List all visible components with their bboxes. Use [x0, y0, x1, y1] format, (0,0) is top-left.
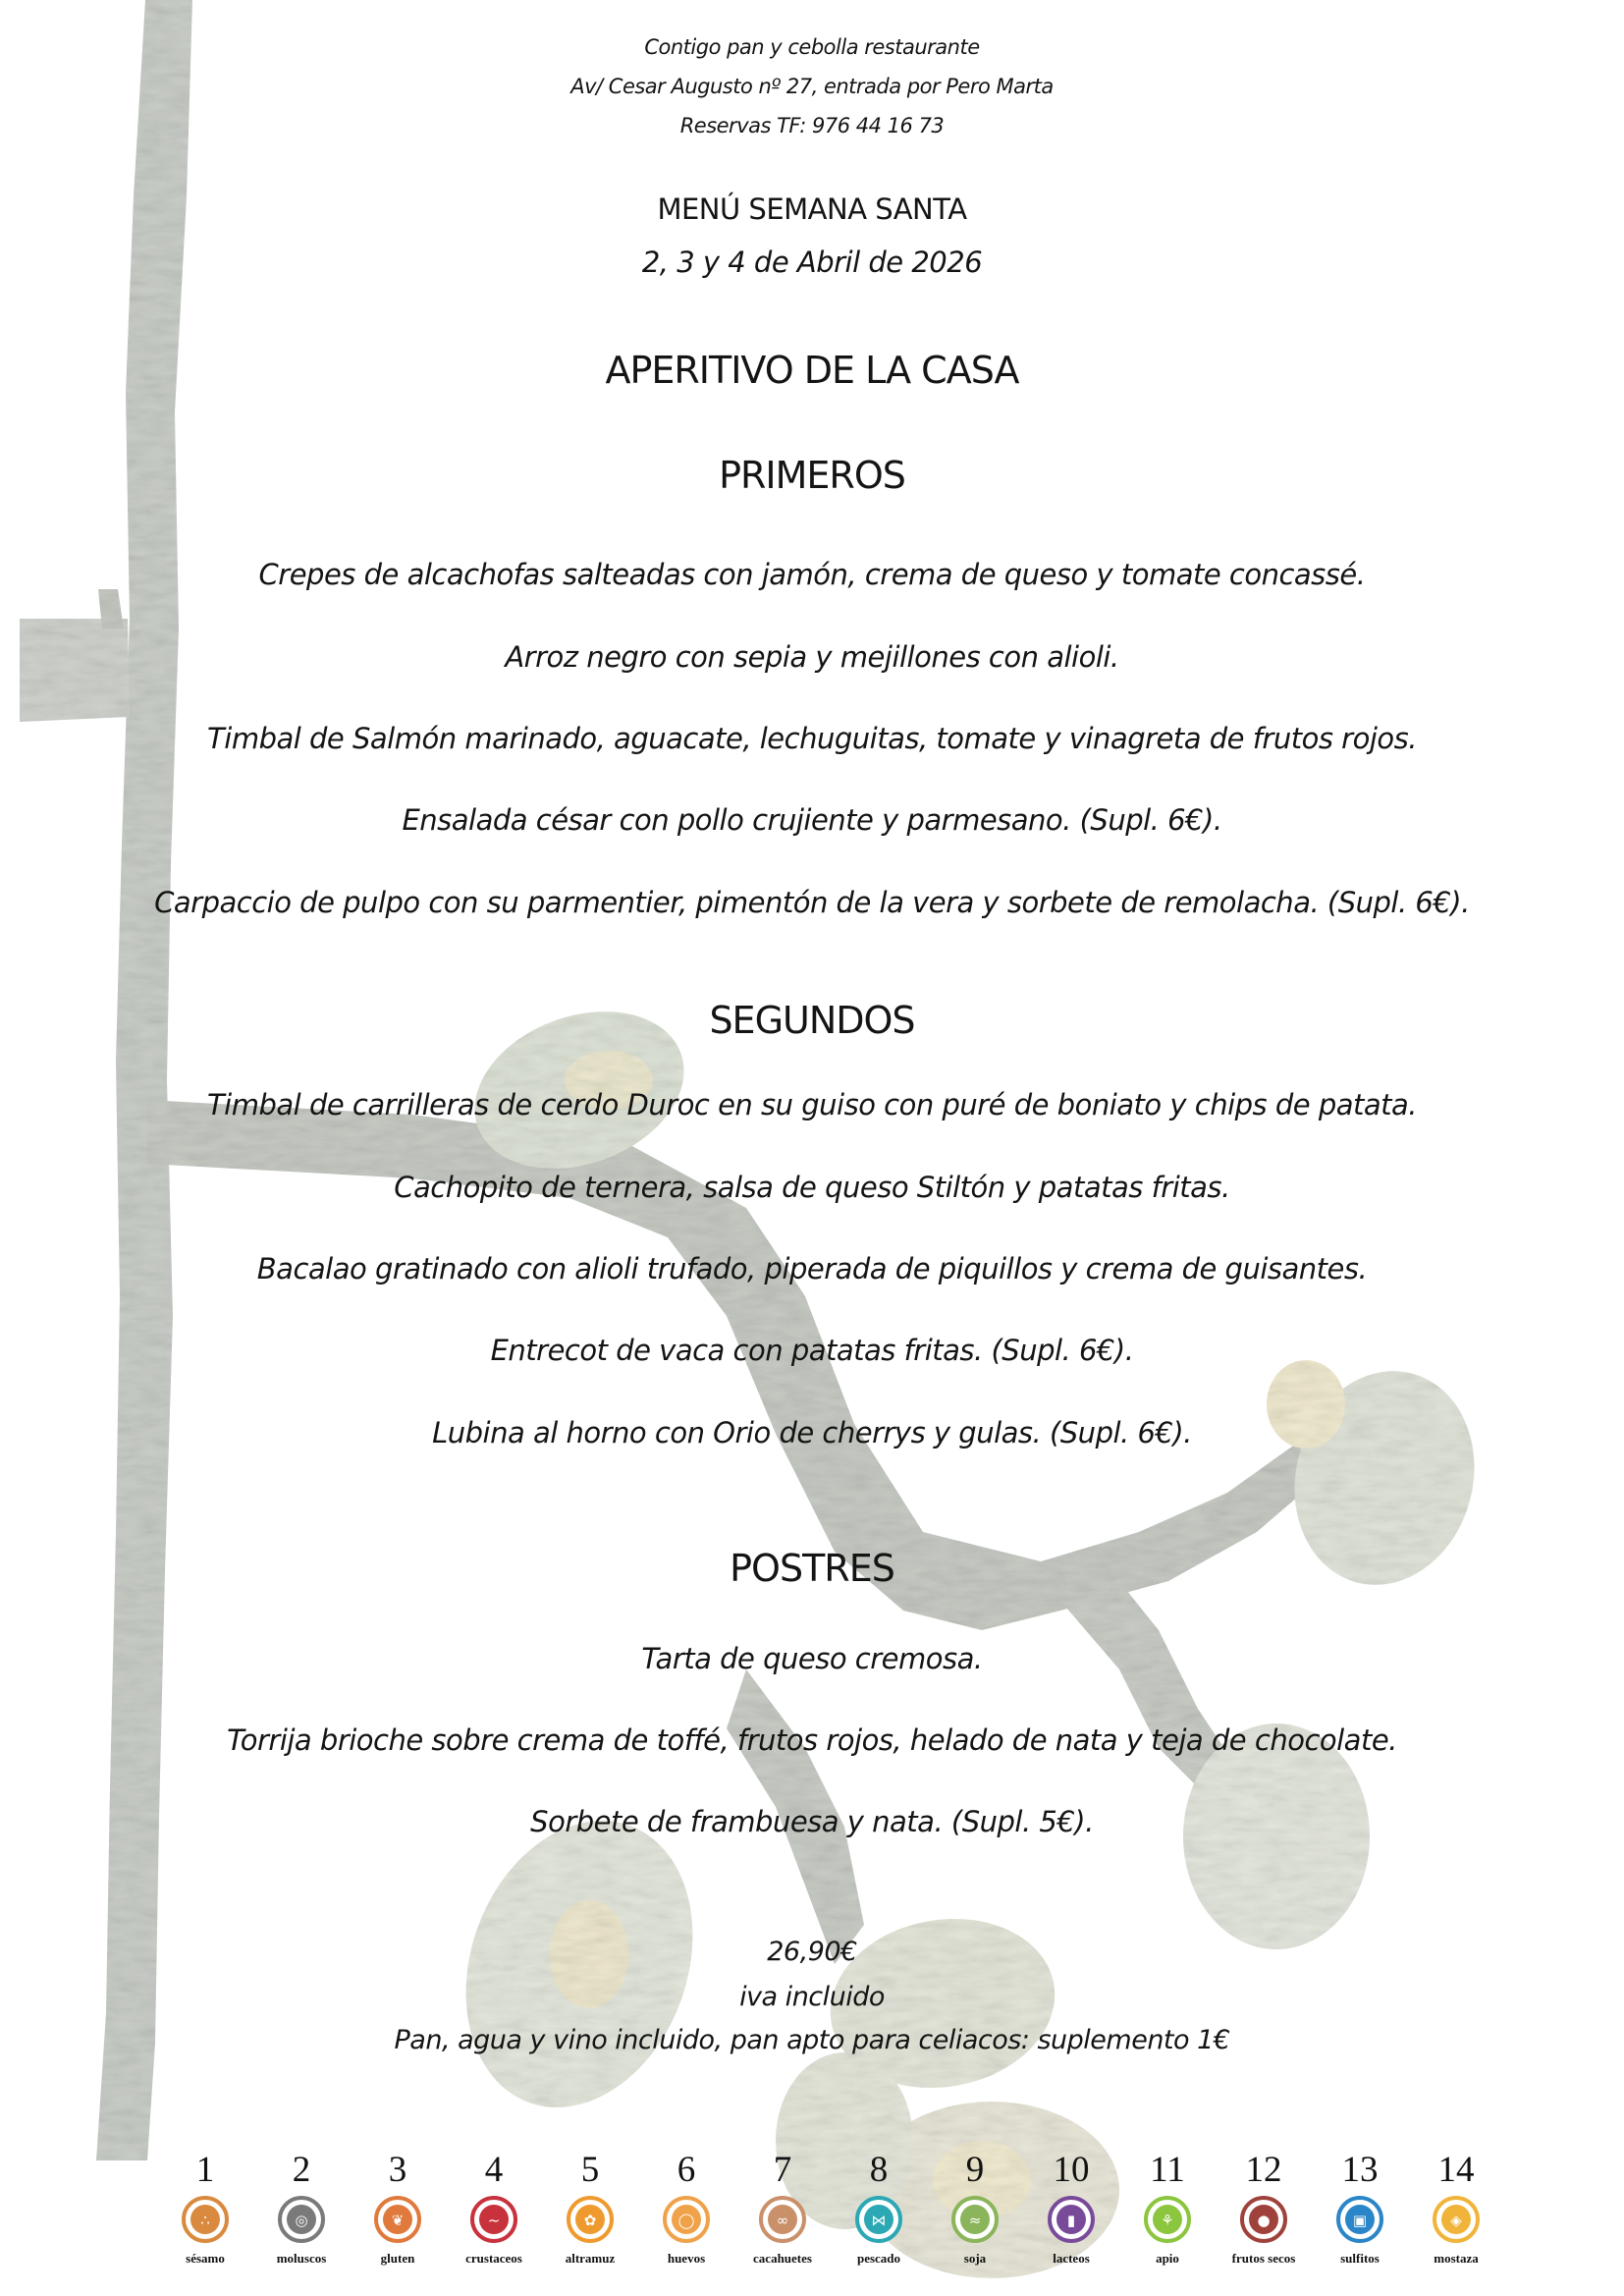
allergen-item	[1312, 2149, 1408, 2267]
included-note: Pan, agua y vino incluido, pan apto para celiacos: suplemento 1€	[394, 2025, 1230, 2055]
celery-icon	[1144, 2196, 1191, 2243]
allergen-number: 4	[484, 2150, 504, 2190]
svg-text:⋈: ⋈	[871, 2212, 887, 2229]
allergen-number: 7	[773, 2150, 792, 2190]
reservation-phone: Reservas TF: 976 44 16 73	[679, 114, 945, 137]
allergen-item	[734, 2149, 831, 2267]
svg-text:●: ●	[1257, 2212, 1271, 2229]
primeros-item: Timbal de Salmón marinado, aguacate, lechuguitas, tomate y vinagreta de frutos rojos.	[207, 722, 1417, 755]
allergen-item	[1408, 2149, 1504, 2267]
allergen-name: apio	[1156, 2251, 1179, 2266]
aperitivo-heading: APERITIVO DE LA CASA	[605, 349, 1019, 392]
peanut-icon	[759, 2196, 806, 2243]
allergen-item	[927, 2149, 1023, 2267]
allergen-number: 5	[580, 2150, 600, 2190]
sesame-icon	[182, 2196, 229, 2243]
allergen-item	[446, 2149, 542, 2267]
soy-icon	[951, 2196, 999, 2243]
allergen-name: frutos secos	[1231, 2251, 1296, 2266]
allergen-name: mostaza	[1434, 2251, 1479, 2266]
menu-title: MENÚ SEMANA SANTA	[657, 192, 967, 226]
allergen-number: 2	[292, 2150, 311, 2190]
svg-text:❦: ❦	[391, 2212, 405, 2229]
iva-note: iva incluido	[739, 1982, 885, 2012]
allergen-number: 10	[1053, 2150, 1090, 2190]
allergen-name: gluten	[380, 2251, 415, 2266]
allergen-legend	[157, 2149, 1492, 2286]
allergen-name: pescado	[856, 2251, 901, 2266]
allergen-item	[831, 2149, 927, 2267]
allergen-number: 9	[965, 2150, 985, 2190]
allergen-name: moluscos	[276, 2251, 327, 2266]
segundos-item: Lubina al horno con Orio de cherrys y gulas. (Supl. 6€).	[432, 1416, 1192, 1449]
svg-text:◈: ◈	[1450, 2212, 1462, 2229]
segundos-heading: SEGUNDOS	[709, 999, 915, 1042]
mustard-icon	[1433, 2196, 1480, 2243]
allergen-name: sulfitos	[1340, 2251, 1380, 2266]
allergen-item	[157, 2149, 253, 2267]
primeros-item: Ensalada césar con pollo crujiente y parmesano. (Supl. 6€).	[402, 803, 1222, 837]
postres-item: Sorbete de frambuesa y nata. (Supl. 5€).	[530, 1805, 1094, 1838]
allergen-name: lacteos	[1053, 2251, 1090, 2266]
allergen-item	[350, 2149, 446, 2267]
allergen-name: huevos	[667, 2251, 706, 2266]
fish-icon	[855, 2196, 902, 2243]
restaurant-address: Av/ Cesar Augusto nº 27, entrada por Pero Marta	[570, 75, 1054, 98]
segundos-item: Timbal de carrilleras de cerdo Duroc en su guiso con puré de boniato y chips de patata.	[206, 1088, 1418, 1121]
allergen-name: soja	[963, 2251, 987, 2266]
segundos-item: Bacalao gratinado con alioli trufado, piperada de piquillos y crema de guisantes.	[256, 1252, 1368, 1285]
primeros-item: Crepes de alcachofas salteadas con jamón, crema de queso y tomate concassé.	[258, 558, 1366, 591]
svg-text:≈: ≈	[968, 2212, 982, 2229]
svg-text:∞: ∞	[776, 2212, 789, 2229]
allergen-number: 14	[1437, 2150, 1475, 2190]
allergen-number: 13	[1341, 2150, 1379, 2190]
restaurant-name: Contigo pan y cebolla restaurante	[644, 35, 980, 59]
wheat-icon	[374, 2196, 421, 2243]
nut-icon	[1240, 2196, 1287, 2243]
postres-item: Torrija brioche sobre crema de toffé, frutos rojos, helado de nata y teja de chocolate.	[227, 1723, 1397, 1757]
segundos-item: Cachopito de ternera, salsa de queso Stiltón y patatas fritas.	[394, 1171, 1230, 1204]
allergen-item	[1119, 2149, 1216, 2267]
menu-dates: 2, 3 y 4 de Abril de 2026	[641, 246, 983, 279]
allergen-number: 12	[1245, 2150, 1282, 2190]
primeros-item: Arroz negro con sepia y mejillones con alioli.	[505, 640, 1119, 674]
allergen-name: crustaceos	[465, 2251, 522, 2266]
allergen-number: 6	[677, 2150, 696, 2190]
postres-heading: POSTRES	[730, 1547, 894, 1590]
svg-text:⚘: ⚘	[1161, 2212, 1174, 2229]
svg-text:◎: ◎	[295, 2212, 308, 2229]
sulphite-icon	[1336, 2196, 1383, 2243]
allergen-item	[1216, 2149, 1312, 2267]
allergen-number: 1	[195, 2150, 215, 2190]
allergen-item	[542, 2149, 638, 2267]
allergen-number: 8	[869, 2150, 889, 2190]
svg-text:◯: ◯	[677, 2212, 695, 2229]
allergen-name: sésamo	[186, 2251, 225, 2266]
allergen-name: altramuz	[565, 2251, 616, 2266]
primeros-item: Carpaccio de pulpo con su parmentier, pimentón de la vera y sorbete de remolacha. (Supl. 6€).	[154, 886, 1470, 919]
milk-icon	[1048, 2196, 1095, 2243]
segundos-item: Entrecot de vaca con patatas fritas. (Supl. 6€).	[490, 1334, 1134, 1367]
postres-item: Tarta de queso cremosa.	[641, 1642, 983, 1675]
allergen-number: 11	[1150, 2150, 1185, 2190]
lupin-icon	[567, 2196, 614, 2243]
svg-text:✿: ✿	[583, 2212, 597, 2229]
primeros-heading: PRIMEROS	[719, 454, 905, 497]
svg-text:∴: ∴	[200, 2212, 210, 2229]
shrimp-icon	[470, 2196, 517, 2243]
svg-text:▣: ▣	[1352, 2212, 1368, 2229]
svg-text:▮: ▮	[1066, 2212, 1076, 2229]
menu-price: 26,90€	[767, 1937, 857, 1967]
allergen-name: cacahuetes	[753, 2251, 812, 2266]
allergen-number: 3	[388, 2150, 407, 2190]
allergen-item	[1023, 2149, 1119, 2267]
allergen-item	[638, 2149, 734, 2267]
mollusc-icon	[278, 2196, 325, 2243]
svg-text:~: ~	[487, 2212, 501, 2229]
egg-icon	[663, 2196, 710, 2243]
allergen-item	[253, 2149, 350, 2267]
